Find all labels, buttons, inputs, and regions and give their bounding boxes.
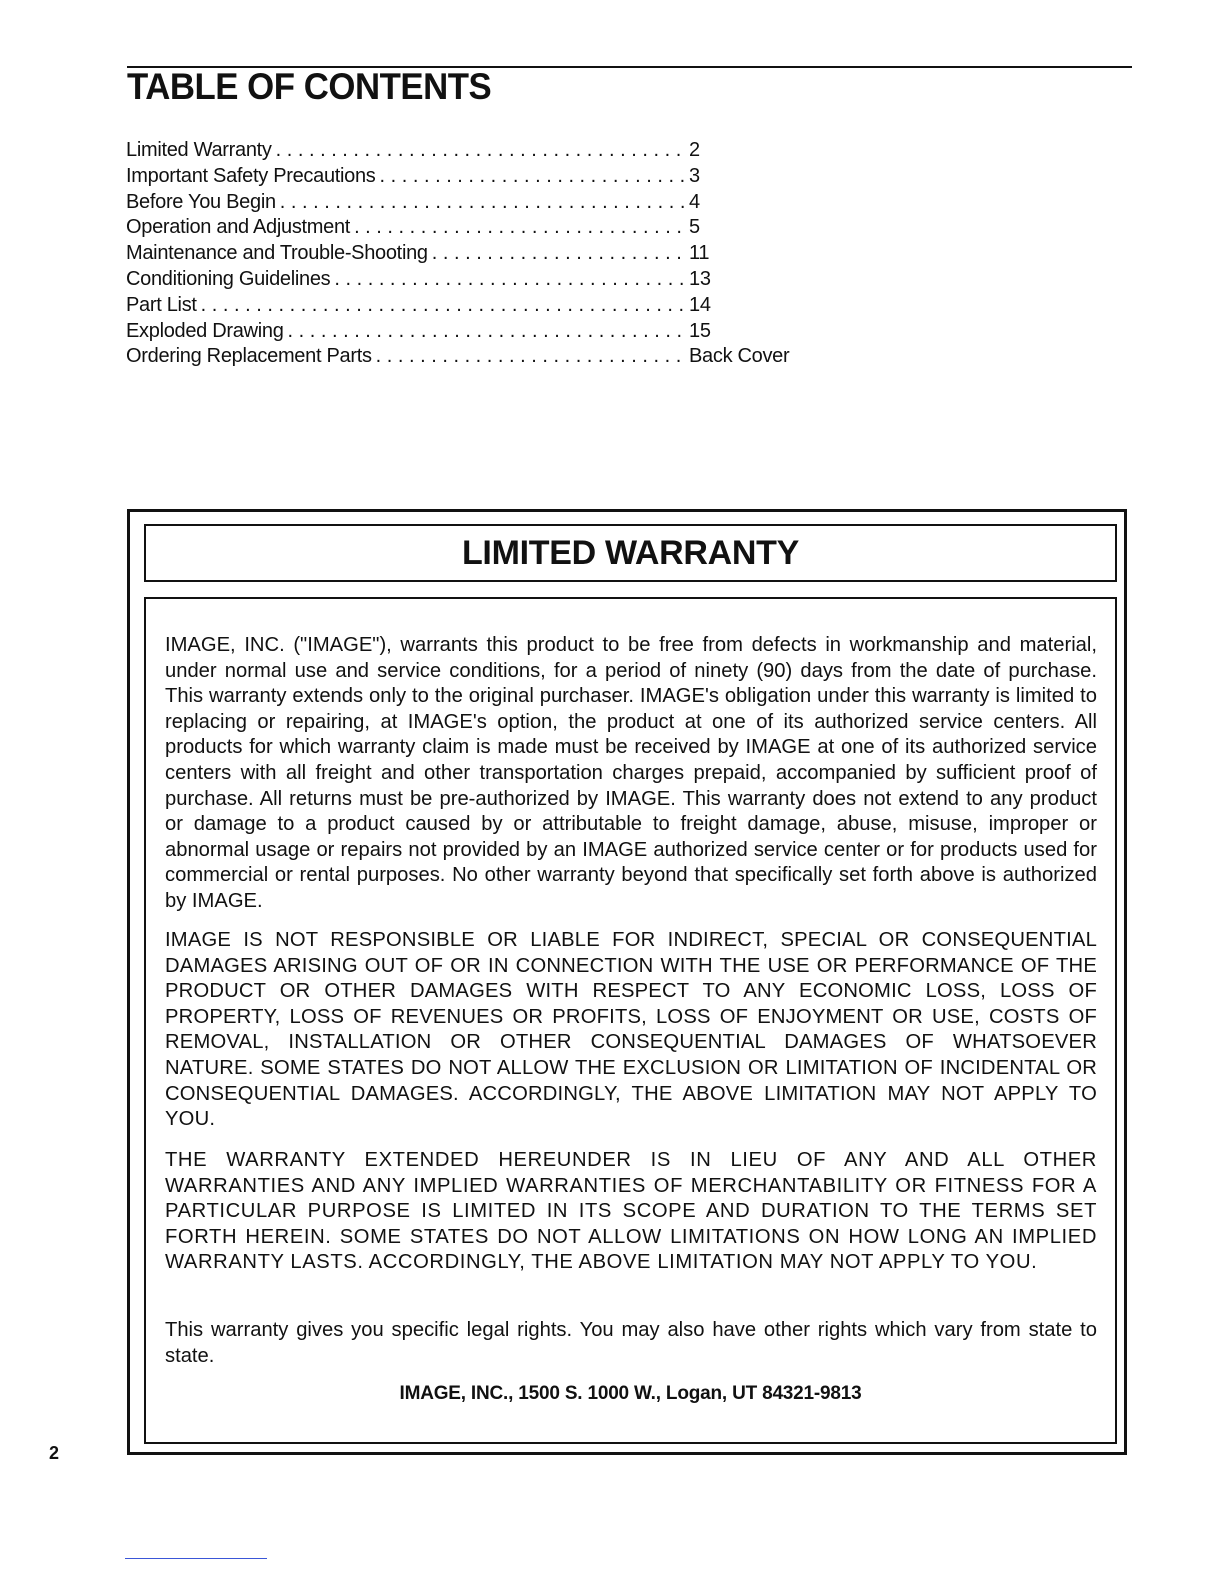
warranty-header-box [144, 524, 1117, 582]
toc-entry-page: Back Cover [689, 344, 789, 370]
toc-entry[interactable] [126, 215, 846, 241]
toc-leader-dots [126, 241, 686, 267]
toc-entry-label: Maintenance and Trouble-Shooting [126, 242, 432, 264]
toc-entry-label: Operation and Adjustment [126, 216, 354, 238]
toc-title: TABLE OF CONTENTS [127, 66, 492, 107]
page-number: 2 [49, 1443, 60, 1463]
toc-leader-dots [126, 344, 686, 370]
toc-entry[interactable] [126, 267, 846, 293]
toc-entry[interactable] [126, 164, 846, 190]
toc-entry-label: Before You Begin [126, 191, 280, 213]
toc-leader-dots [126, 215, 686, 241]
toc-entry-page: 4 [689, 190, 700, 216]
warranty-paragraph-terms: IMAGE, INC. ("IMAGE"), warrants this product to be free from defects in workmanship and material, under normal use and service conditions, for a period of ninety (90) days from the date of purchase. This warranty extends only to the original purchaser. IMAGE's obligation under this warranty is limited to replacing or repairing, at IMAGE's option, the product at one of its authorized service centers. All products for which warranty claim is made must be received by IMAGE at one of its authorized service centers with all freight and other transportation charges prepaid, accompanied by sufficient proof of purchase. All returns must be pre-authorized by IMAGE. This warranty does not extend to any product or damage to a product caused by or attributable to freight damage, abuse, misuse, improper or abnormal usage or repairs not provided by an IMAGE authorized service center or for products used for commercial or rental purposes. No other warranty beyond that specifically set forth above is authorized by IMAGE. [165, 634, 1097, 912]
toc-entry-label: Important Safety Precautions [126, 165, 380, 187]
toc-entry-page: 13 [689, 267, 711, 293]
toc-entry-label: Ordering Replacement Parts [126, 345, 376, 367]
warranty-paragraph-liability: IMAGE IS NOT RESPONSIBLE OR LIABLE FOR INDIRECT, SPECIAL OR CONSEQUENTIAL DAMAGES ARISING OUT OF OR IN CONNECTION WITH THE USE OR PERFORMANCE OF THE PRODUCT OR OTHER DAMAGES WITH RESPECT TO ANY ECONOMIC LOSS, LOSS OF PROPERTY, LOSS OF REVENUES OR PROFITS, LOSS OF ENJOYMENT OR USE, COSTS OF REMOVAL, INSTALLATION OR OTHER CONSEQUENTIAL DAMAGES OF WHATSOEVER NATURE. SOME STATES DO NOT ALLOW THE EXCLUSION OR LIMITATION OF INCIDENTAL OR CONSEQUENTIAL DAMAGES. ACCORDINGLY, THE ABOVE LIMITATION MAY NOT APPLY TO YOU. [165, 929, 1097, 1131]
toc-leader-dots [126, 164, 686, 190]
company-address: IMAGE, INC., 1500 S. 1000 W., Logan, UT 84321-9813 [399, 1383, 862, 1404]
toc-entry-page: 5 [689, 215, 700, 241]
toc-leader-dots [126, 190, 686, 216]
toc-entry-page: 2 [689, 138, 700, 164]
toc-entry-label: Exploded Drawing [126, 320, 288, 342]
toc-leader-dots [126, 138, 686, 164]
toc-entry[interactable] [126, 293, 846, 319]
toc-leader-dots [126, 319, 686, 345]
toc-entry[interactable] [126, 190, 846, 216]
toc-entry[interactable] [126, 319, 846, 345]
toc-leader-dots [126, 293, 686, 319]
toc-list [126, 138, 846, 370]
warranty-paragraph-rights: This warranty gives you specific legal rights. You may also have other rights which vary from state to state. [165, 1319, 1097, 1367]
toc-leader-dots [126, 267, 686, 293]
bottom-divider [125, 1558, 267, 1559]
toc-entry-page: 15 [689, 319, 711, 345]
toc-entry[interactable] [126, 241, 846, 267]
toc-entry-label: Part List [126, 294, 201, 316]
toc-entry-page: 11 [689, 241, 709, 267]
toc-entry[interactable] [126, 138, 846, 164]
toc-entry-label: Limited Warranty [126, 139, 276, 161]
toc-entry-page: 14 [689, 293, 711, 319]
toc-entry-page: 3 [689, 164, 700, 190]
warranty-title: LIMITED WARRANTY [461, 534, 800, 572]
warranty-paragraph-implied: THE WARRANTY EXTENDED HEREUNDER IS IN LIEU OF ANY AND ALL OTHER WARRANTIES AND ANY IMPLIED WARRANTIES OF MERCHANTABILITY OR FITNESS FOR A PARTICULAR PURPOSE IS LIMITED IN ITS SCOPE AND DURATION TO THE TERMS SET FORTH HEREIN. SOME STATES DO NOT ALLOW LIMITATIONS ON HOW LONG AN IMPLIED WARRANTY LASTS. ACCORDINGLY, THE ABOVE LIMITATION MAY NOT APPLY TO YOU. [165, 1149, 1097, 1274]
toc-entry-label: Conditioning Guidelines [126, 268, 334, 290]
toc-entry[interactable] [126, 344, 846, 370]
